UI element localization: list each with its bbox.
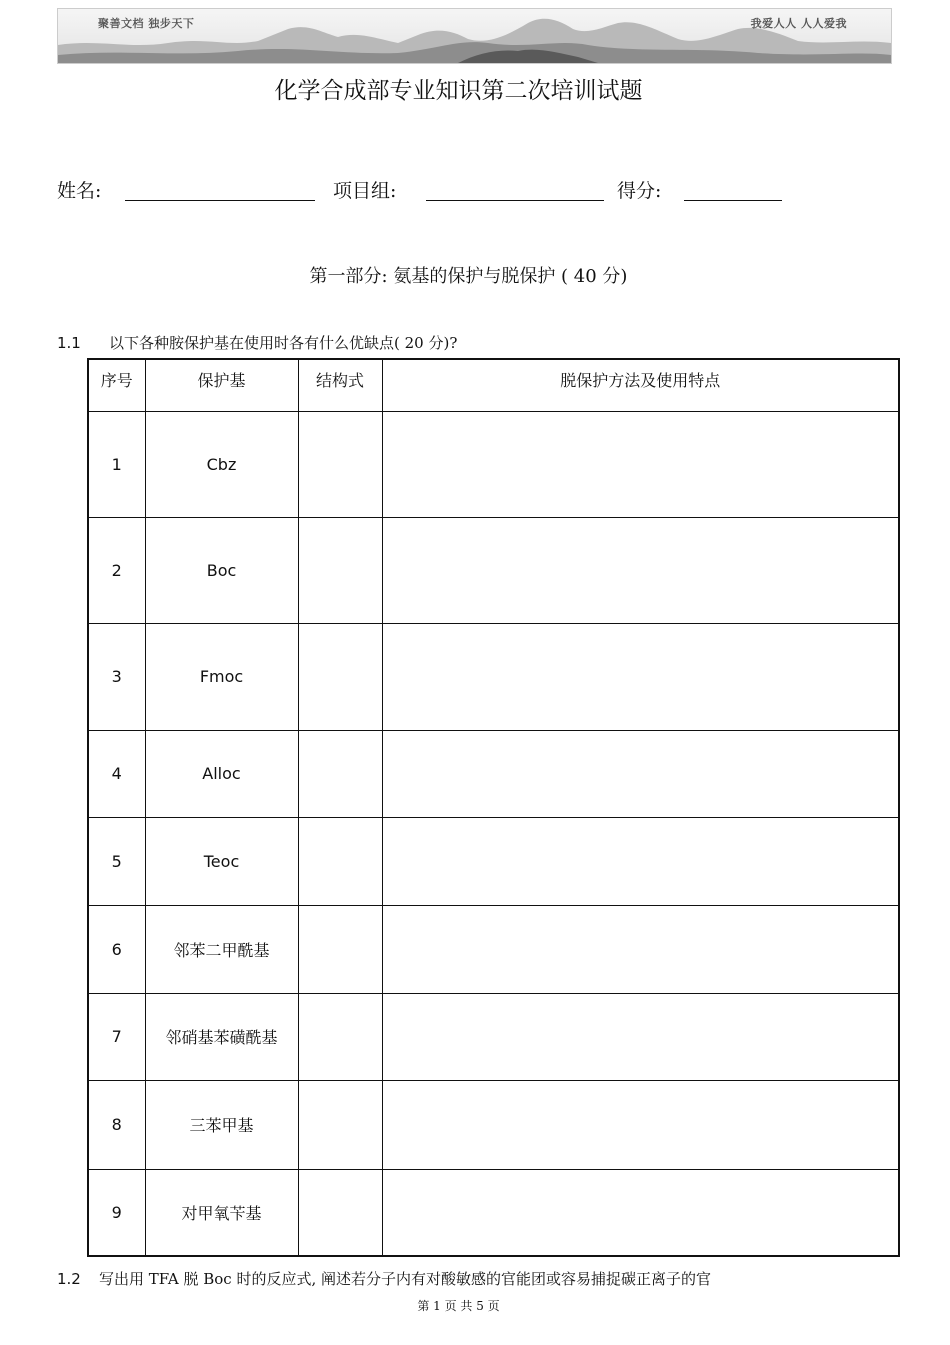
table-row xyxy=(88,993,899,1080)
row-structure-cell[interactable] xyxy=(298,623,382,730)
table-row xyxy=(88,730,899,817)
row-index: 7 xyxy=(88,993,145,1080)
row-group: Fmoc xyxy=(145,623,298,730)
row-index: 5 xyxy=(88,817,145,905)
row-group: 邻苯二甲酰基 xyxy=(145,905,298,993)
table-row xyxy=(88,905,899,993)
row-method-cell[interactable] xyxy=(382,1080,899,1169)
row-method-cell[interactable] xyxy=(382,817,899,905)
row-structure-cell[interactable] xyxy=(298,1080,382,1169)
page-footer: 第 1 页 共 5 页 xyxy=(417,1299,500,1313)
banner-left-text: 聚善文档 独步天下 xyxy=(98,17,195,30)
table-row xyxy=(88,411,899,517)
table-row xyxy=(88,1169,899,1256)
header-structure: 结构式 xyxy=(298,359,382,411)
group-blank[interactable] xyxy=(426,200,604,201)
header-banner xyxy=(57,8,892,64)
row-index: 8 xyxy=(88,1080,145,1169)
table-header-row xyxy=(88,359,899,411)
row-method-cell[interactable] xyxy=(382,517,899,623)
question-2-text: 写出用 TFA 脱 Boc 时的反应式, 阐述若分子内有对酸敏感的官能团或容易捕捉碳正离子的官 xyxy=(99,1270,712,1288)
score-blank[interactable] xyxy=(684,200,782,201)
row-group: 三苯甲基 xyxy=(145,1080,298,1169)
row-structure-cell[interactable] xyxy=(298,730,382,817)
row-group: Teoc xyxy=(145,817,298,905)
row-group: Cbz xyxy=(145,411,298,517)
row-group: Alloc xyxy=(145,730,298,817)
row-structure-cell[interactable] xyxy=(298,817,382,905)
question-2-number: 1.2 xyxy=(57,1270,81,1288)
question-1-text: 以下各种胺保护基在使用时各有什么优缺点( 20 分)? xyxy=(109,334,458,352)
table-row xyxy=(88,817,899,905)
question-2 xyxy=(57,1268,711,1289)
name-label: 姓名: xyxy=(57,180,102,202)
table-row xyxy=(88,623,899,730)
row-index: 2 xyxy=(88,517,145,623)
header-method: 脱保护方法及使用特点 xyxy=(382,359,899,411)
row-method-cell[interactable] xyxy=(382,730,899,817)
question-1-number: 1.1 xyxy=(57,334,81,352)
name-blank[interactable] xyxy=(125,200,315,201)
group-label: 项目组: xyxy=(333,180,397,202)
row-method-cell[interactable] xyxy=(382,623,899,730)
header-index: 序号 xyxy=(88,359,145,411)
row-index: 9 xyxy=(88,1169,145,1256)
row-group: 对甲氧苄基 xyxy=(145,1169,298,1256)
section-title: 第一部分: 氨基的保护与脱保护 ( 40 分) xyxy=(309,266,628,287)
row-group: 邻硝基苯磺酰基 xyxy=(145,993,298,1080)
page-title: 化学合成部专业知识第二次培训试题 xyxy=(274,78,643,104)
row-index: 6 xyxy=(88,905,145,993)
row-method-cell[interactable] xyxy=(382,411,899,517)
row-index: 4 xyxy=(88,730,145,817)
row-structure-cell[interactable] xyxy=(298,411,382,517)
score-label: 得分: xyxy=(617,180,662,202)
row-structure-cell[interactable] xyxy=(298,993,382,1080)
row-method-cell[interactable] xyxy=(382,1169,899,1256)
row-group: Boc xyxy=(145,517,298,623)
banner-right-text: 我爱人人 人人爱我 xyxy=(750,17,847,30)
row-structure-cell[interactable] xyxy=(298,905,382,993)
row-method-cell[interactable] xyxy=(382,993,899,1080)
question-1 xyxy=(57,332,457,353)
row-index: 3 xyxy=(88,623,145,730)
table-row xyxy=(88,517,899,623)
row-structure-cell[interactable] xyxy=(298,1169,382,1256)
row-method-cell[interactable] xyxy=(382,905,899,993)
row-structure-cell[interactable] xyxy=(298,517,382,623)
protecting-group-table xyxy=(87,358,900,1257)
header-group: 保护基 xyxy=(145,359,298,411)
row-index: 1 xyxy=(88,411,145,517)
table-row xyxy=(88,1080,899,1169)
